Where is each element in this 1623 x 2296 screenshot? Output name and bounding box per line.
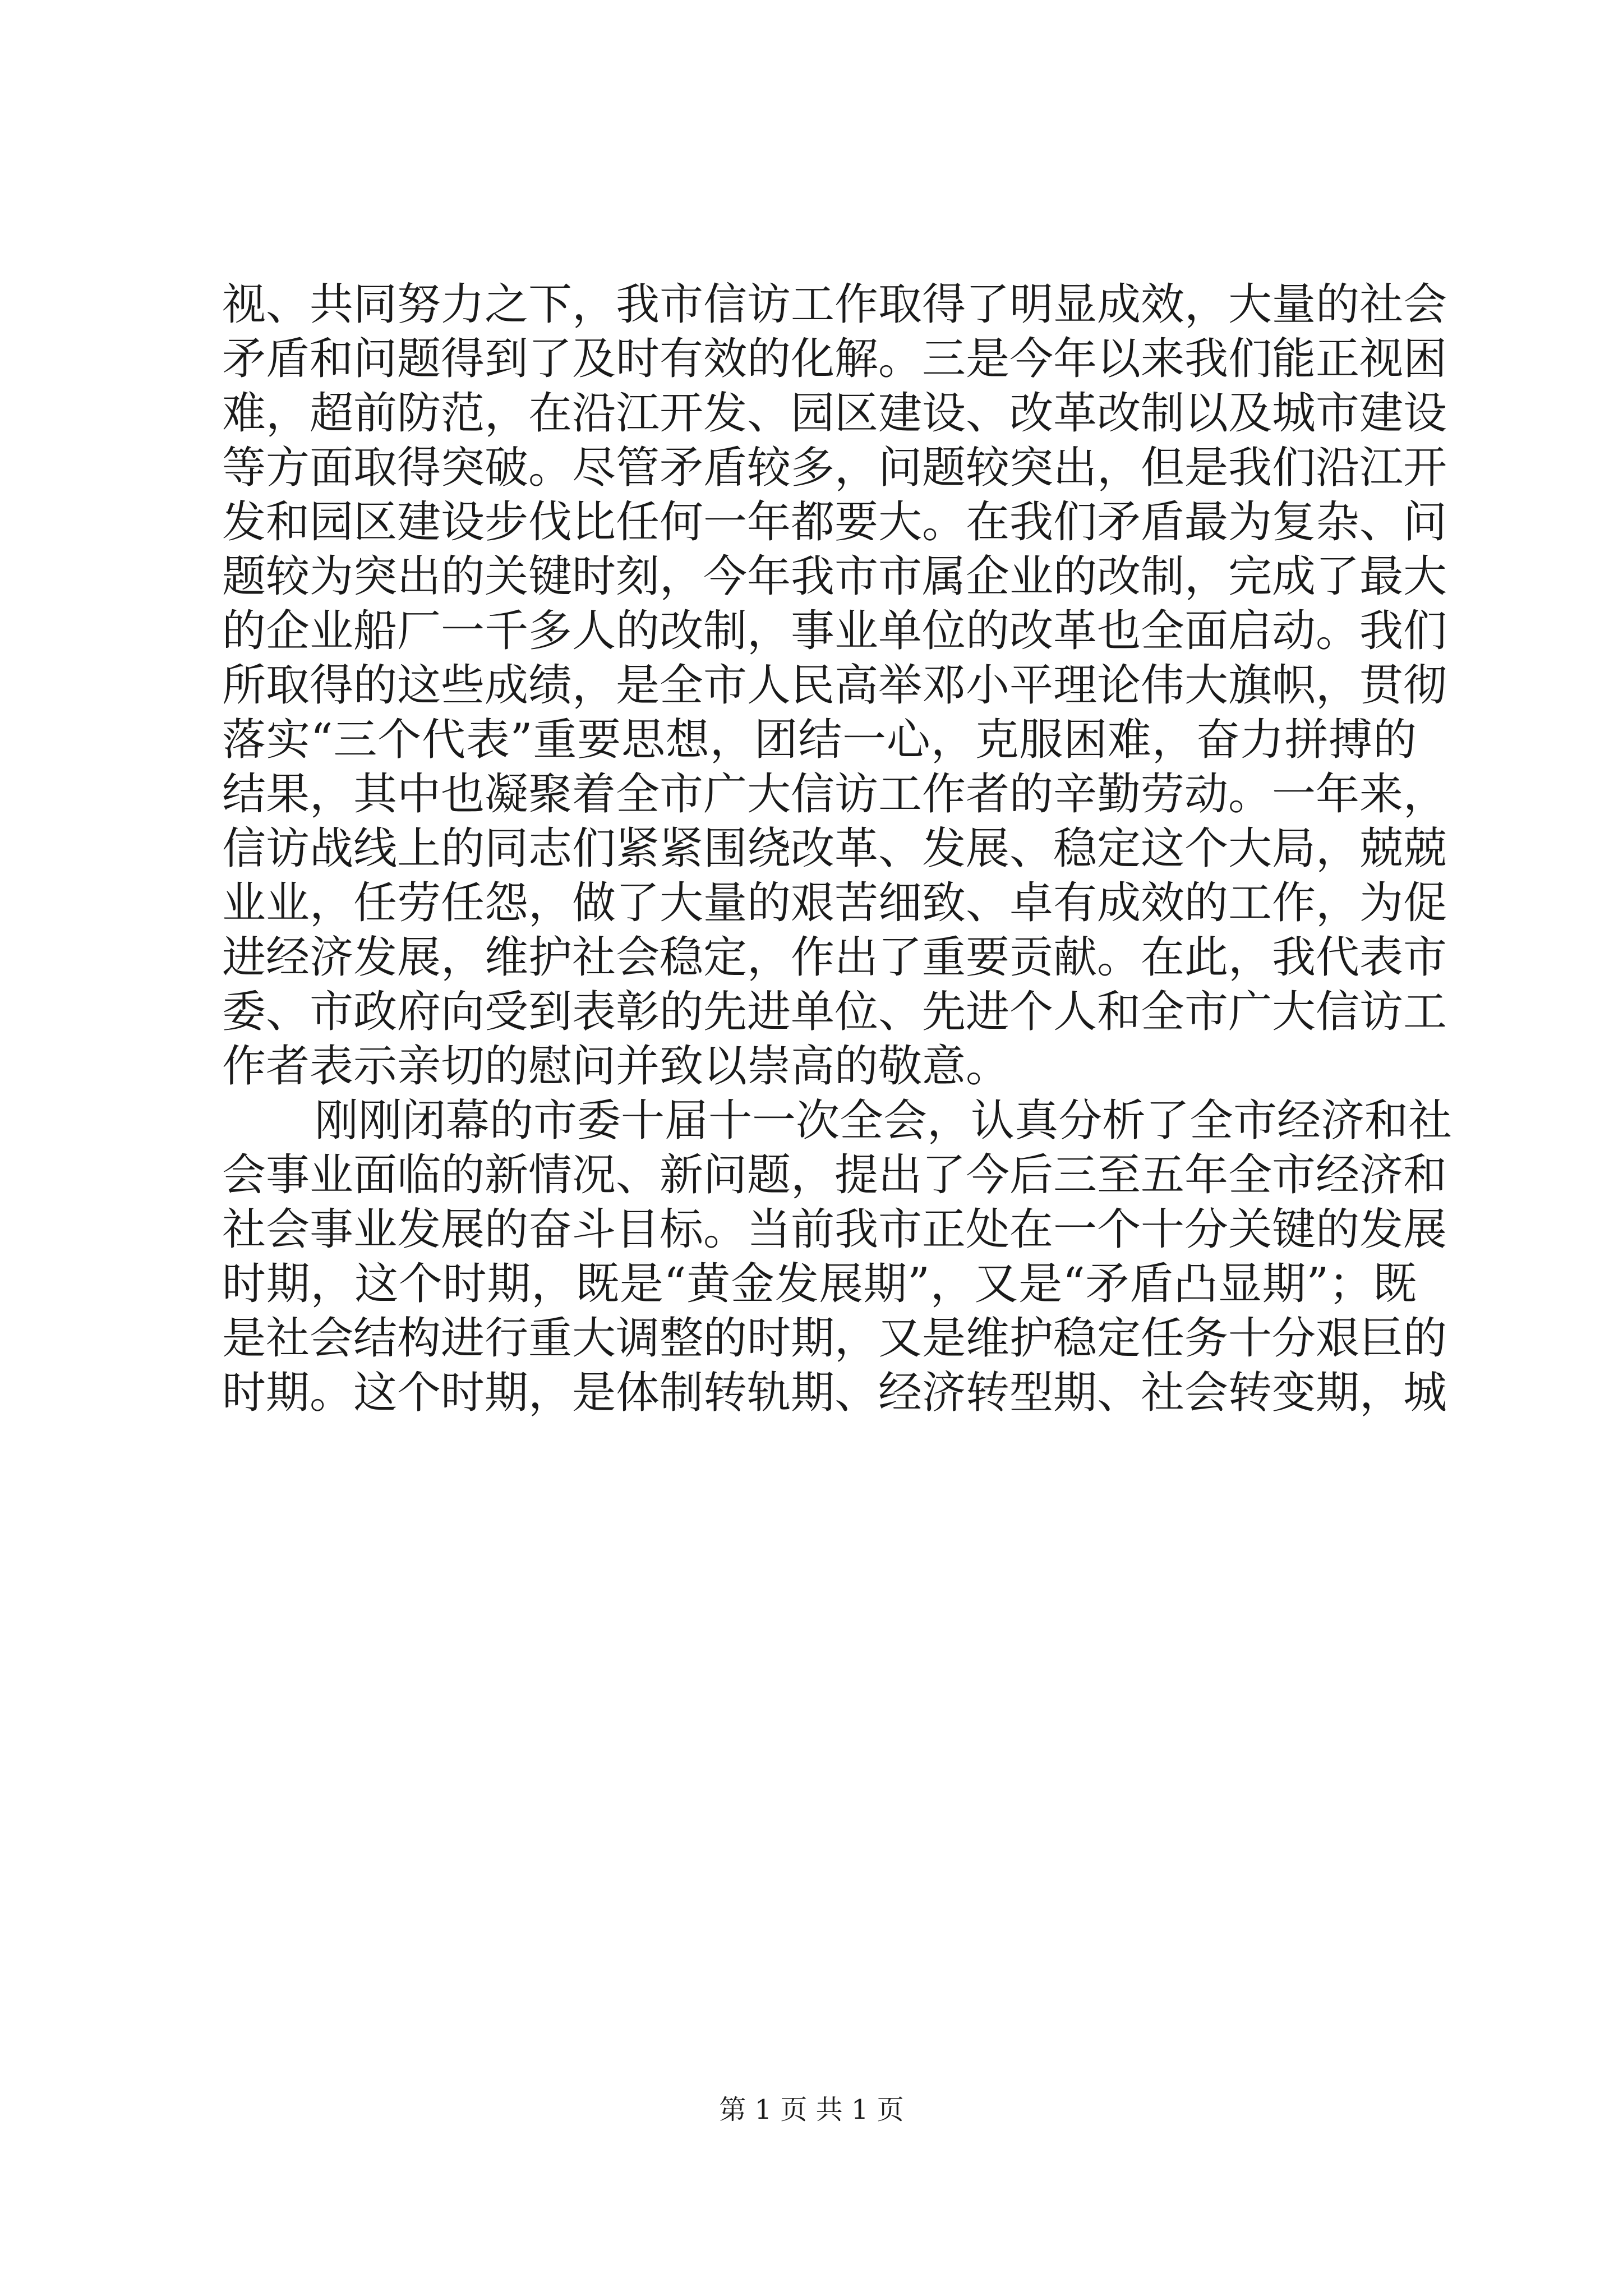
text-line: 委、市政府向受到表彰的先进单位、先进个人和全市广大信访工 <box>222 987 1447 1037</box>
text-line: 进经济发展，维护社会稳定，作出了重要贡献。在此，我代表市 <box>222 932 1447 983</box>
text-line: 时期，这个时期，既是“黄金发展期”，又是“矛盾凸显期”；既 <box>222 1259 1417 1309</box>
paragraph-first-line: 刚刚闭幕的市委十届十一次全会，认真分析了全市经济和社 <box>315 1096 1453 1146</box>
text-line: 难，超前防范，在沿江开发、园区建设、改革改制以及城市建设 <box>222 388 1447 439</box>
text-line: 结果，其中也凝聚着全市广大信访工作者的辛勤劳动。一年来， <box>222 769 1447 820</box>
text-line: 视、共同努力之下，我市信访工作取得了明显成效，大量的社会 <box>222 279 1447 330</box>
text-line: 时期。这个时期，是体制转轨期、经济转型期、社会转变期，城 <box>222 1368 1447 1418</box>
text-line: 信访战线上的同志们紧紧围绕改革、发展、稳定这个大局，兢兢 <box>222 823 1447 874</box>
text-line: 所取得的这些成绩，是全市人民高举邓小平理论伟大旗帜，贯彻 <box>222 660 1447 711</box>
text-line: 社会事业发展的奋斗目标。当前我市正处在一个十分关键的发展 <box>222 1204 1447 1255</box>
text-line: 业业，任劳任怨，做了大量的艰苦细致、卓有成效的工作，为促 <box>222 878 1447 928</box>
page-footer <box>0 2093 1623 2127</box>
text-line: 的企业船厂一千多人的改制，事业单位的改革也全面启动。我们 <box>222 606 1447 656</box>
text-line: 矛盾和问题得到了及时有效的化解。三是今年以来我们能正视困 <box>222 334 1447 384</box>
text-line: 题较为突出的关键时刻，今年我市市属企业的改制，完成了最大 <box>222 551 1447 602</box>
page-number: 第 1 页 共 1 页 <box>719 2094 904 2125</box>
text-line: 落实“三个代表”重要思想，团结一心，克服困难，奋力拼搏的 <box>222 715 1417 765</box>
text-line: 是社会结构进行重大调整的时期，又是维护稳定任务十分艰巨的 <box>222 1313 1447 1364</box>
text-line: 等方面取得突破。尽管矛盾较多，问题较突出，但是我们沿江开 <box>222 443 1447 493</box>
text-line: 作者表示亲切的慰问并致以崇高的敬意。 <box>222 1041 1010 1092</box>
body-text <box>222 278 1453 1420</box>
text-line: 发和园区建设步伐比任何一年都要大。在我们矛盾最为复杂、问 <box>222 497 1447 547</box>
text-line: 会事业面临的新情况、新问题，提出了今后三至五年全市经济和 <box>222 1150 1447 1200</box>
